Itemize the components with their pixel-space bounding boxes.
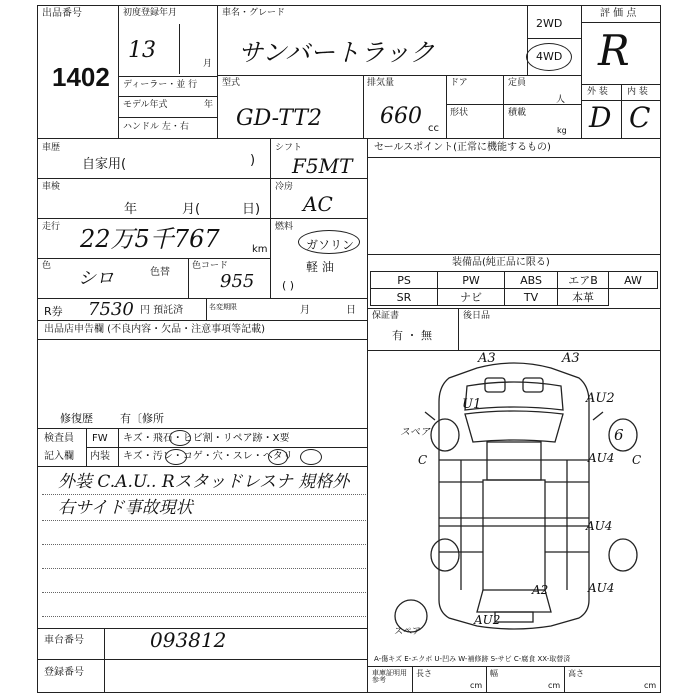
first-reg-label: 初度登録年月	[123, 8, 178, 18]
shift-label: シフト	[275, 143, 303, 153]
mark-6: 6	[614, 426, 624, 444]
row-fw: FW	[92, 433, 108, 444]
mark-c-right: C	[632, 453, 642, 467]
fuel-light-oil: 軽 油	[306, 260, 334, 274]
warranty-label: 保証書	[372, 311, 400, 321]
recycle-unit: 円 預託済	[140, 305, 184, 316]
door-label: ドア	[450, 78, 468, 88]
chassis-value: 093812	[150, 628, 227, 652]
width-label: 幅	[490, 669, 498, 678]
model-year-unit: 年	[204, 100, 214, 110]
kg-unit: kg	[557, 126, 567, 135]
recycle-label: R券	[44, 305, 63, 318]
history-close: )	[250, 153, 256, 168]
cc-unit: cc	[428, 123, 439, 134]
handle-label: ハンドル 左・右	[123, 122, 189, 132]
shape-label: 形状	[450, 108, 469, 118]
fuel-gasoline-circle	[298, 230, 360, 254]
dealer-label: ディーラー・並 行	[123, 80, 198, 90]
mark-u1: U1	[462, 397, 482, 412]
reg-label: 登録番号	[44, 667, 84, 678]
height-label: 高さ	[568, 669, 584, 678]
car-diagram	[367, 350, 661, 650]
equipment-label: 装備品(純正品に限る)	[452, 257, 550, 268]
fuel-paren: ( )	[282, 279, 295, 292]
mark-a2: A2	[532, 583, 549, 597]
note-line-2: 右サイド事故現状	[58, 498, 193, 518]
capacity-label: 定員	[508, 78, 527, 88]
history-value: 自家用(	[82, 157, 127, 172]
color-code-value: 955	[220, 271, 255, 292]
shift-value: F5MT	[292, 154, 353, 178]
color-label: 色	[42, 261, 52, 271]
inspector-label: 検査員	[44, 433, 74, 444]
declaration-label: 出品店申告欄 (不良内容・欠品・注意事項等記載)	[44, 324, 265, 335]
model-type: GD-TT2	[236, 106, 323, 131]
exterior-grade: D	[589, 101, 612, 134]
inspection-day: 日)	[242, 202, 261, 217]
equip-ps: PS	[370, 271, 438, 289]
capacity-unit: 人	[556, 95, 566, 105]
equip-aw: AW	[608, 271, 658, 289]
first-reg-year: 13	[128, 38, 156, 63]
mark-a3-right: A3	[562, 351, 580, 366]
interior-items: キズ・汚レ・コゲ・穴・スレ・ヘタリ	[123, 451, 293, 462]
mileage-value: 22万5千767	[80, 225, 220, 253]
interior-grade: C	[629, 101, 651, 134]
lot-number: 1402	[52, 62, 110, 92]
inspection-label: 車検	[42, 182, 61, 192]
lot-label: 出品番号	[42, 8, 82, 19]
width-unit: cm	[548, 681, 561, 690]
mark-c-left: C	[418, 453, 428, 467]
note-line-1: 外装 C.A.U.. Rスタッドレスナ 規格外	[58, 472, 350, 492]
fw-mark-circle	[169, 430, 191, 446]
ac-label: 冷房	[275, 182, 294, 192]
car-name-label: 車名・グレード	[222, 8, 286, 18]
height-unit: cm	[644, 681, 657, 690]
drive-4wd-circle	[526, 43, 572, 71]
equip-abs: ABS	[504, 271, 558, 289]
meigi-label: 名変期限	[209, 303, 237, 311]
displacement-label: 排気量	[367, 78, 395, 88]
mark-spare-left: スペア	[400, 427, 430, 438]
equip-navi: ナビ	[437, 288, 505, 306]
tire-rear-left	[431, 539, 459, 571]
displacement: 660	[380, 104, 422, 129]
later-label: 後日品	[463, 311, 491, 321]
equip-tv: TV	[504, 288, 558, 306]
record-label: 記入欄	[44, 451, 74, 462]
length-label: 長さ	[416, 669, 432, 678]
mileage-unit: km	[252, 244, 268, 255]
int-mark-circle-1	[165, 449, 187, 465]
inspection-month: 月(	[182, 202, 201, 217]
fw-items: キズ・飛石・ヒビ割・リペア跡・X要	[123, 433, 290, 444]
mileage-label: 走行	[42, 222, 61, 232]
drive-4wd: 4WD	[536, 50, 563, 63]
damage-legend: A-傷キズ E-エクボ U-凹み W-補修跡 S-サビ C-腐食 XX-取替済	[374, 655, 571, 663]
equip-pw: PW	[437, 271, 505, 289]
sales-point-label: セールスポイント(正常に機能するもの)	[374, 142, 551, 153]
length-unit: cm	[470, 681, 483, 690]
mark-au4-middle: AU4	[586, 519, 613, 533]
color-change-label: 色替	[150, 267, 170, 278]
ac-value: AC	[303, 192, 333, 216]
repair-value: 有〔修所	[120, 412, 164, 425]
drive-2wd: 2WD	[536, 17, 563, 30]
car-name: サンバートラック	[238, 38, 435, 67]
eval-label: 評 価 点	[600, 8, 637, 19]
meigi-month: 月	[300, 305, 310, 316]
int-mark-circle-2	[268, 449, 288, 465]
int-mark-circle-3	[300, 449, 322, 465]
inspection-year: 年	[124, 202, 138, 217]
eval-score: R	[598, 26, 630, 75]
load-label: 積載	[508, 108, 527, 118]
mark-au4-upper: AU4	[588, 451, 615, 465]
mark-au2-top: AU2	[586, 391, 615, 406]
equip-sr: SR	[370, 288, 438, 306]
history-label: 車歴	[42, 143, 61, 153]
row-interior: 内装	[90, 451, 110, 462]
mark-au2-bottom: AU2	[474, 613, 501, 627]
warranty-value: 有 ・ 無	[392, 329, 432, 342]
tire-front-left	[431, 419, 459, 451]
mark-au4-lower: AU4	[588, 581, 615, 595]
first-reg-month-unit: 月	[203, 59, 213, 69]
repair-label: 修復歴	[60, 412, 93, 425]
color-value: シロ	[78, 268, 114, 289]
equip-airbag: エアB	[557, 271, 609, 289]
cert-label: 車庫証明用参考	[372, 669, 407, 684]
model-type-label: 型式	[222, 78, 241, 88]
recycle-value: 7530	[88, 299, 134, 320]
tire-rear-right	[609, 539, 637, 571]
equip-leather: 本革	[557, 288, 609, 306]
mark-spare-label: スペア	[394, 627, 422, 637]
chassis-label: 車台番号	[44, 635, 84, 646]
mark-a3-left: A3	[478, 351, 496, 366]
fuel-label: 燃料	[275, 222, 294, 232]
color-code-label: 色コード	[192, 261, 229, 271]
model-year-label: モデル年式	[123, 100, 168, 110]
interior-label: 内 装	[627, 87, 648, 97]
fuel-gasoline: ガソリン	[306, 238, 355, 252]
meigi-day: 日	[346, 305, 356, 316]
exterior-label: 外 装	[587, 87, 608, 97]
